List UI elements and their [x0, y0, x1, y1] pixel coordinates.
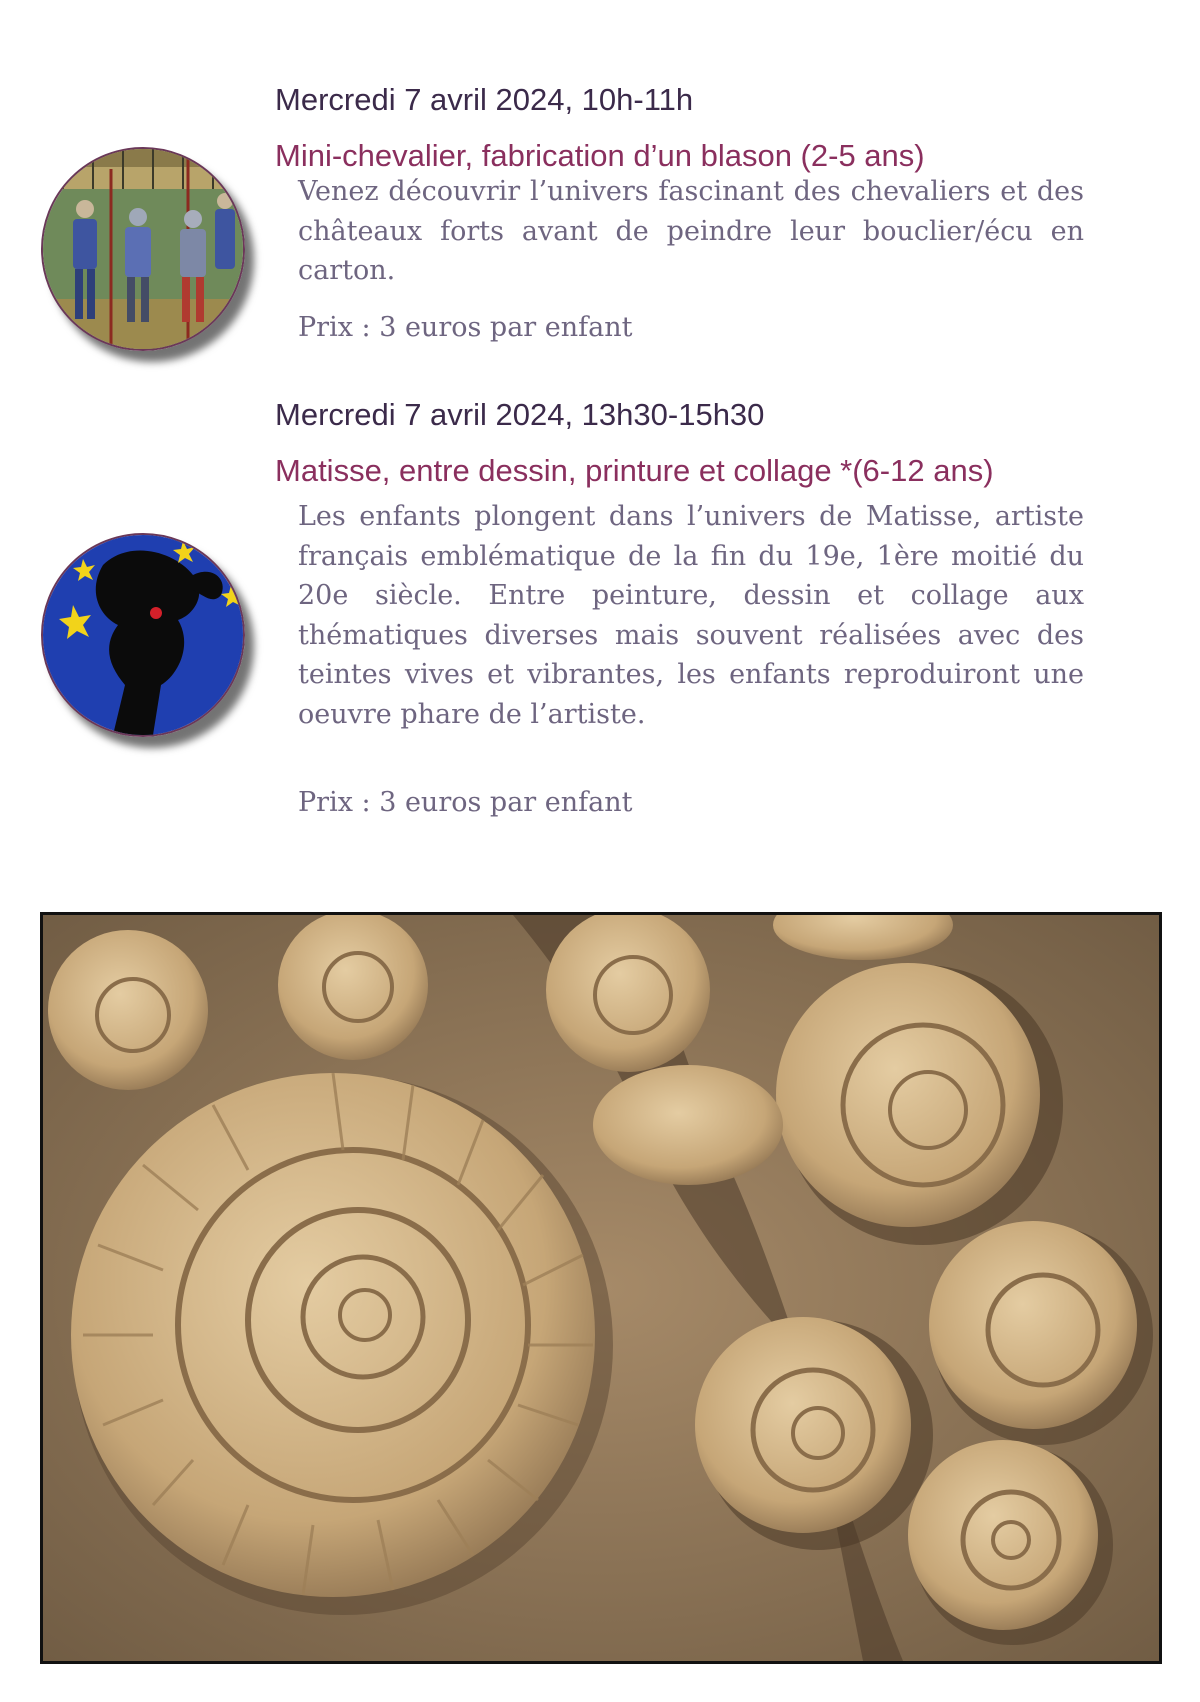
- event-date: Mercredi 7 avril 2024, 13h30-15h30: [275, 397, 765, 432]
- event-title: Mini-chevalier, fabrication d’un blason (2-5 ans): [275, 138, 925, 173]
- event-description: Venez découvrir l’univers fascinant des chevaliers et des châteaux forts avant de peindre leur bouclier/écu en carton.: [298, 176, 1084, 286]
- event-description: Les enfants plongent dans l’univers de Matisse, artiste français emblématique de la fin du 19e, 1ère moitié du 20e siècle. Entre peinture, dessin et collage aux thématiques diverses mais souvent réalisées avec des teintes vives et vibrantes, les enfants reproduiront une oeuvre phare de l’artiste.: [298, 501, 1084, 730]
- ammonite-fossils-photo: [40, 912, 1162, 1664]
- event-price: Prix : 3 euros par enfant: [298, 787, 633, 818]
- event-date: Mercredi 7 avril 2024, 10h-11h: [275, 82, 694, 117]
- event-price: Prix : 3 euros par enfant: [298, 312, 633, 343]
- event-title: Matisse, entre dessin, printure et collage *(6-12 ans): [275, 453, 994, 488]
- matisse-icarus-image: [41, 533, 245, 737]
- knights-miniature-image: [41, 147, 245, 351]
